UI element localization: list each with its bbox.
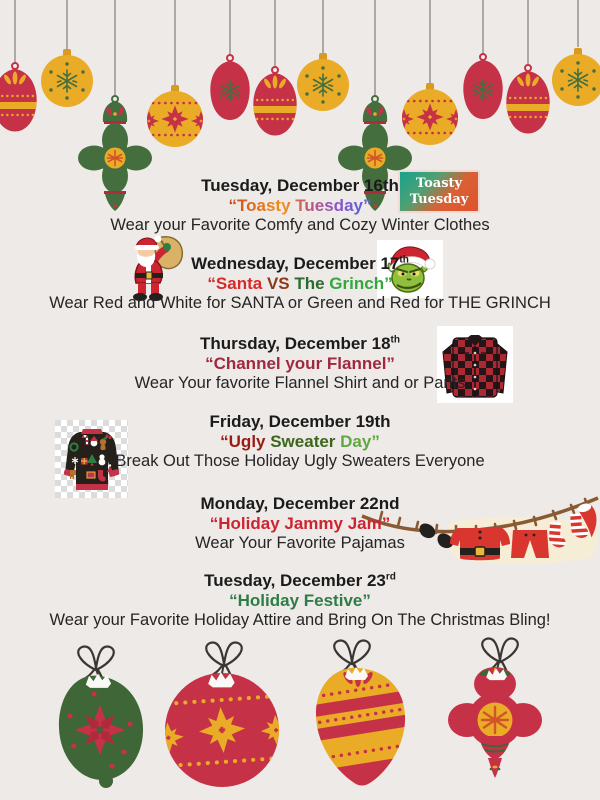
- red-gold-drop-ornament-icon: [505, 65, 551, 134]
- badge-line1: Toasty: [415, 175, 463, 191]
- date-heading: Wednesday, December 17th: [191, 254, 409, 273]
- theme-title: [0, 432, 600, 452]
- gold-green-ball-ornament-icon: [41, 49, 93, 107]
- date-heading: Tuesday, December 16th: [201, 176, 399, 195]
- schedule-section-dec19: [0, 412, 600, 471]
- red-spinner-ornament-icon: [448, 639, 542, 778]
- title-segment: “Holiday Jammy Jam”: [209, 513, 391, 533]
- theme-description: Wear Red and White for SANTA or Green and Red for THE GRINCH: [49, 294, 551, 312]
- red-green-drop-ornament-icon: [463, 54, 502, 119]
- title-segment: “Channel your Flannel”: [205, 353, 395, 373]
- theme-title: [0, 514, 600, 534]
- title-segment: “Santa: [207, 273, 267, 293]
- theme-title: [0, 354, 600, 374]
- theme-description: Wear your Favorite Comfy and Cozy Winter Clothes: [110, 216, 490, 234]
- gold-green-ball-ornament-icon: [552, 48, 600, 106]
- schedule-section-dec18: [0, 334, 600, 393]
- title-segment: The: [294, 273, 330, 293]
- theme-description: Break Out Those Holiday Ugly Sweaters Everyone: [115, 452, 485, 470]
- title-segment: “Ugly: [220, 431, 271, 451]
- gold-green-ball-ornament-icon: [297, 53, 349, 111]
- red-gold-drop-ornament-icon: [0, 63, 38, 132]
- red-green-drop-ornament-icon: [210, 55, 249, 120]
- theme-title: [0, 591, 600, 611]
- gold-red-ball-ornament-icon: [138, 85, 212, 147]
- title-segment: Grinch”: [329, 273, 393, 293]
- title-segment: “Holiday Festive”: [229, 590, 371, 610]
- green-teardrop-ornament-icon: [59, 647, 143, 788]
- title-segment: Sweater: [270, 431, 341, 451]
- red-gold-drop-ornament-icon: [252, 67, 298, 136]
- theme-title: [0, 274, 600, 294]
- gold-teardrop-ornament-icon: [292, 641, 428, 798]
- bottom-ornament-row-icon: [0, 628, 600, 800]
- title-segment: Day”: [340, 431, 380, 451]
- theme-description: Wear your Favorite Holiday Attire and Bring On The Christmas Bling!: [49, 611, 551, 629]
- red-ball-ornament-icon: [149, 643, 296, 787]
- theme-title: [0, 196, 600, 216]
- title-segment: VS: [266, 273, 295, 293]
- theme-description: Wear Your Favorite Pajamas: [195, 534, 405, 552]
- date-heading: Friday, December 19th: [209, 412, 391, 431]
- date-heading: Tuesday, December 23rd: [204, 571, 396, 590]
- schedule-section-dec17: [0, 254, 600, 313]
- badge-line2: Tuesday: [409, 191, 469, 207]
- theme-description: Wear Your favorite Flannel Shirt and or Pants: [134, 374, 466, 392]
- schedule-section-dec22: [0, 494, 600, 553]
- date-heading: Monday, December 22nd: [200, 494, 400, 513]
- gold-red-ball-ornament-icon: [393, 83, 467, 145]
- date-heading: Thursday, December 18th: [200, 334, 400, 353]
- schedule-section-dec16: [0, 176, 600, 235]
- schedule-section-dec23: [0, 571, 600, 630]
- toasty-tuesday-title: “Toasty Tuesday”: [228, 195, 372, 215]
